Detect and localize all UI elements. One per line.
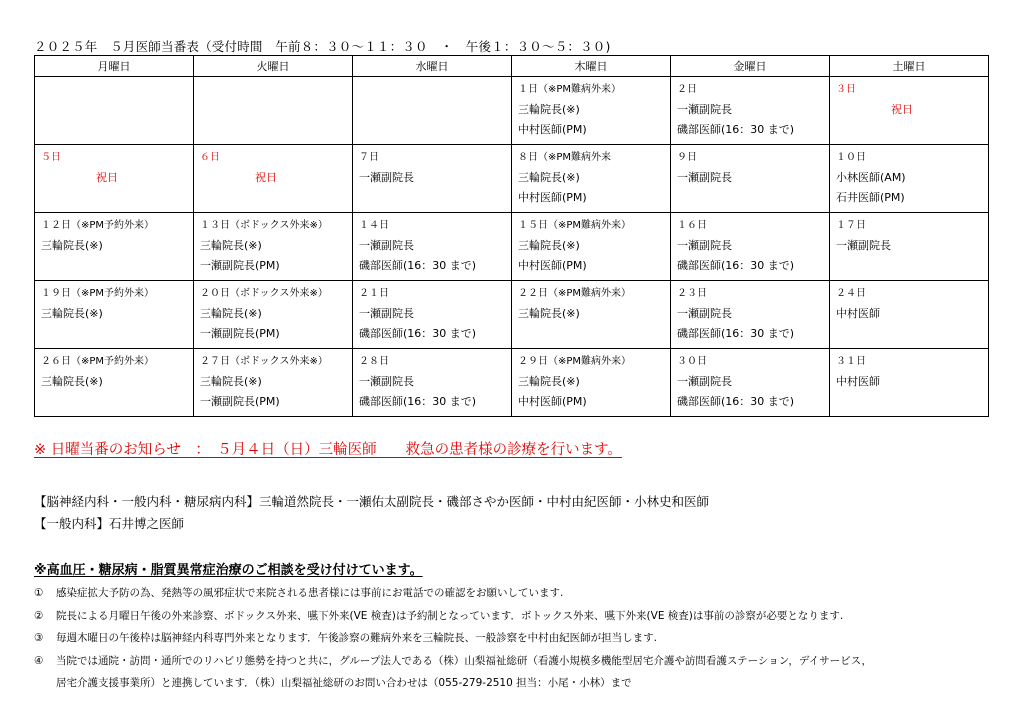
week-row bbox=[35, 349, 989, 417]
day-cell bbox=[194, 145, 353, 213]
holiday-label: 祝日 bbox=[255, 171, 277, 184]
day-cell bbox=[671, 213, 830, 281]
doctor-entry: 三輪院長(※) bbox=[200, 375, 262, 388]
day-date: １９日（※PM予約外来） bbox=[41, 288, 155, 299]
day-date: １０日 bbox=[836, 152, 866, 163]
doctor-entry: 三輪院長(※) bbox=[41, 239, 103, 252]
day-cell bbox=[35, 349, 194, 417]
doctor-entry: 三輪院長(※) bbox=[41, 375, 103, 388]
note-text: 当院では通院・訪問・通所でのリハビリ態勢を持つと共に，グループ法人である（株）山梨福祉総研（看護小規模多機能型居宅介護や訪問看護ステーション，デイサービス， bbox=[56, 654, 872, 667]
day-cell bbox=[830, 349, 989, 417]
day-date: ２２日（※PM難病外来） bbox=[518, 288, 632, 299]
doctor-entry: 中村医師 bbox=[836, 375, 880, 388]
week-row bbox=[35, 213, 989, 281]
doctor-entry: 一瀬副院長 bbox=[359, 239, 414, 252]
doctor-entry: 一瀬副院長 bbox=[359, 375, 414, 388]
day-date: ２９日（※PM難病外来） bbox=[518, 356, 632, 367]
holiday-label: 祝日 bbox=[96, 171, 118, 184]
doctor-entry: 一瀬副院長 bbox=[677, 171, 732, 184]
day-date: ６日 bbox=[200, 152, 220, 163]
notes-list bbox=[34, 582, 994, 695]
departments bbox=[34, 491, 709, 535]
schedule-title: ２０２５年 ５月医師当番表（受付時間 午前８：３０～１１：３０ ・ 午後１：３０～５：３０) bbox=[34, 39, 611, 54]
day-date: ２３日 bbox=[677, 288, 707, 299]
day-cell bbox=[353, 145, 512, 213]
day-cell bbox=[353, 213, 512, 281]
day-date: １２日（※PM予約外来） bbox=[41, 220, 155, 231]
day-date: １４日 bbox=[359, 220, 389, 231]
day-cell bbox=[194, 213, 353, 281]
day-date: ２日 bbox=[677, 84, 697, 95]
day-date: １６日 bbox=[677, 220, 707, 231]
header-wednesday: 水曜日 bbox=[353, 56, 512, 77]
day-cell bbox=[353, 349, 512, 417]
note-text: 居宅介護支援事業所）と連携しています．（株）山梨福祉総研のお問い合わせは（055-279-2510 担当：小尾・小林）まで bbox=[56, 677, 632, 689]
doctor-entry: 小林医師(AM) bbox=[836, 171, 906, 184]
day-date: ９日 bbox=[677, 152, 697, 163]
doctor-entry: 三輪院長(※) bbox=[518, 375, 580, 388]
day-date: ２４日 bbox=[836, 288, 866, 299]
week-row bbox=[35, 77, 989, 145]
doctor-entry: 磯部医師(16：30 まで) bbox=[677, 259, 795, 272]
doctor-entry: 一瀬副院長 bbox=[677, 307, 732, 320]
doctor-entry: 一瀬副院長 bbox=[359, 171, 414, 184]
doctor-entry: 一瀬副院長(PM) bbox=[200, 395, 280, 408]
day-cell bbox=[671, 281, 830, 349]
schedule-table bbox=[34, 55, 989, 417]
note-number: ① bbox=[34, 587, 44, 599]
day-cell bbox=[194, 281, 353, 349]
doctor-entry: 一瀬副院長 bbox=[677, 103, 732, 116]
day-date: ３１日 bbox=[836, 356, 866, 367]
day-cell bbox=[671, 145, 830, 213]
doctor-entry: 三輪院長(※) bbox=[41, 307, 103, 320]
doctor-entry: 一瀬副院長 bbox=[836, 239, 891, 252]
note-item bbox=[34, 650, 994, 673]
holiday-label: 祝日 bbox=[891, 103, 913, 116]
doctor-entry: 三輪院長(※) bbox=[518, 103, 580, 116]
header-thursday: 木曜日 bbox=[512, 56, 671, 77]
day-cell bbox=[194, 349, 353, 417]
day-cell bbox=[353, 281, 512, 349]
day-cell bbox=[512, 281, 671, 349]
day-cell bbox=[194, 77, 353, 145]
doctor-entry: 三輪院長(※) bbox=[200, 239, 262, 252]
day-cell bbox=[830, 77, 989, 145]
doctor-entry: 三輪院長(※) bbox=[518, 239, 580, 252]
day-cell bbox=[512, 145, 671, 213]
doctor-entry: 中村医師(PM) bbox=[518, 123, 587, 136]
doctor-entry: 三輪院長(※) bbox=[518, 307, 580, 320]
day-date: １７日 bbox=[836, 220, 866, 231]
note-item bbox=[34, 627, 994, 650]
doctor-entry: 中村医師 bbox=[836, 307, 880, 320]
day-date: １日（※PM難病外来） bbox=[518, 84, 622, 95]
doctor-entry: 中村医師(PM) bbox=[518, 191, 587, 204]
day-cell bbox=[512, 77, 671, 145]
day-date: ２６日（※PM予約外来） bbox=[41, 356, 155, 367]
doctor-entry: 中村医師(PM) bbox=[518, 395, 587, 408]
note-item-continued bbox=[34, 672, 994, 695]
doctor-entry: 磯部医師(16：30 まで) bbox=[359, 327, 477, 340]
day-date: ２０日（ボドックス外来※） bbox=[200, 288, 328, 299]
day-cell bbox=[830, 145, 989, 213]
day-date: ２７日（ボドックス外来※） bbox=[200, 356, 328, 367]
doctor-entry: 三輪院長(※) bbox=[200, 307, 262, 320]
doctor-entry: 一瀬副院長 bbox=[677, 375, 732, 388]
doctor-entry: 一瀬副院長(PM) bbox=[200, 327, 280, 340]
hypertension-heading: ※高血圧・糖尿病・脂質異常症治療のご相談を受け付けています。 bbox=[34, 563, 423, 578]
department-general: 【一般内科】石井博之医師 bbox=[34, 516, 185, 531]
doctor-entry: 一瀬副院長(PM) bbox=[200, 259, 280, 272]
schedule-body bbox=[35, 77, 989, 417]
day-cell bbox=[671, 77, 830, 145]
doctor-entry: 石井医師(PM) bbox=[836, 191, 905, 204]
department-neurology: 【脳神経内科・一般内科・糖尿病内科】三輪道然院長・一瀬佑太副院長・磯部さやか医師・中村由紀医師・小林史和医師 bbox=[34, 494, 710, 509]
doctor-entry: 一瀬副院長 bbox=[359, 307, 414, 320]
note-text: 感染症拡大予防の為、発熱等の風邪症状で来院される患者様には事前にお電話での確認をお願いしています. bbox=[56, 587, 564, 599]
header-saturday: 土曜日 bbox=[830, 56, 989, 77]
doctor-entry: 磯部医師(16：30 まで) bbox=[677, 395, 795, 408]
note-text: 院長による月曜日午後の外来診察、ボドックス外来、嚥下外来(VE 検査)は予約制となっています．ボトックス外来、嚥下外来(VE 検査)は事前の診察が必要となります. bbox=[56, 609, 844, 622]
doctor-entry: 磯部医師(16：30 まで) bbox=[677, 327, 795, 340]
day-cell bbox=[512, 213, 671, 281]
day-cell bbox=[512, 349, 671, 417]
day-cell bbox=[671, 349, 830, 417]
header-friday: 金曜日 bbox=[671, 56, 830, 77]
header-tuesday: 火曜日 bbox=[194, 56, 353, 77]
day-date: ７日 bbox=[359, 152, 379, 163]
day-cell bbox=[35, 213, 194, 281]
doctor-entry: 中村医師(PM) bbox=[518, 259, 587, 272]
doctor-entry: 磯部医師(16：30 まで) bbox=[359, 259, 477, 272]
day-cell bbox=[35, 145, 194, 213]
day-date: ２８日 bbox=[359, 356, 389, 367]
day-date: １５日（※PM難病外来） bbox=[518, 220, 632, 231]
week-row bbox=[35, 145, 989, 213]
doctor-entry: 三輪院長(※) bbox=[518, 171, 580, 184]
note-number: ③ bbox=[34, 632, 44, 644]
day-cell bbox=[35, 77, 194, 145]
day-cell bbox=[353, 77, 512, 145]
doctor-entry: 一瀬副院長 bbox=[677, 239, 732, 252]
day-cell bbox=[830, 213, 989, 281]
day-cell bbox=[830, 281, 989, 349]
day-date: １３日（ボドックス外来※） bbox=[200, 220, 328, 231]
header-monday: 月曜日 bbox=[35, 56, 194, 77]
doctor-entry: 磯部医師(16：30 まで) bbox=[677, 123, 795, 136]
note-item bbox=[34, 582, 994, 605]
day-date: ３０日 bbox=[677, 356, 707, 367]
day-date: ３日 bbox=[836, 84, 856, 95]
week-row bbox=[35, 281, 989, 349]
sunday-notice: ※ 日曜当番のお知らせ ： ５月４日（日）三輪医師 救急の患者様の診療を行います。 bbox=[34, 442, 622, 458]
day-date: ２１日 bbox=[359, 288, 389, 299]
note-text: 毎週木曜日の午後枠は脳神経内科専門外来となります．午後診察の難病外来を三輪院長、一般診察を中村由紀医師が担当します. bbox=[56, 632, 657, 644]
day-date: ８日（※PM難病外来 bbox=[518, 152, 612, 163]
weekday-header-row bbox=[35, 56, 989, 77]
day-cell bbox=[35, 281, 194, 349]
day-date: ５日 bbox=[41, 152, 61, 163]
doctor-entry: 磯部医師(16：30 まで) bbox=[359, 395, 477, 408]
note-item bbox=[34, 605, 994, 628]
note-number: ② bbox=[34, 609, 44, 622]
note-number: ④ bbox=[34, 654, 44, 667]
